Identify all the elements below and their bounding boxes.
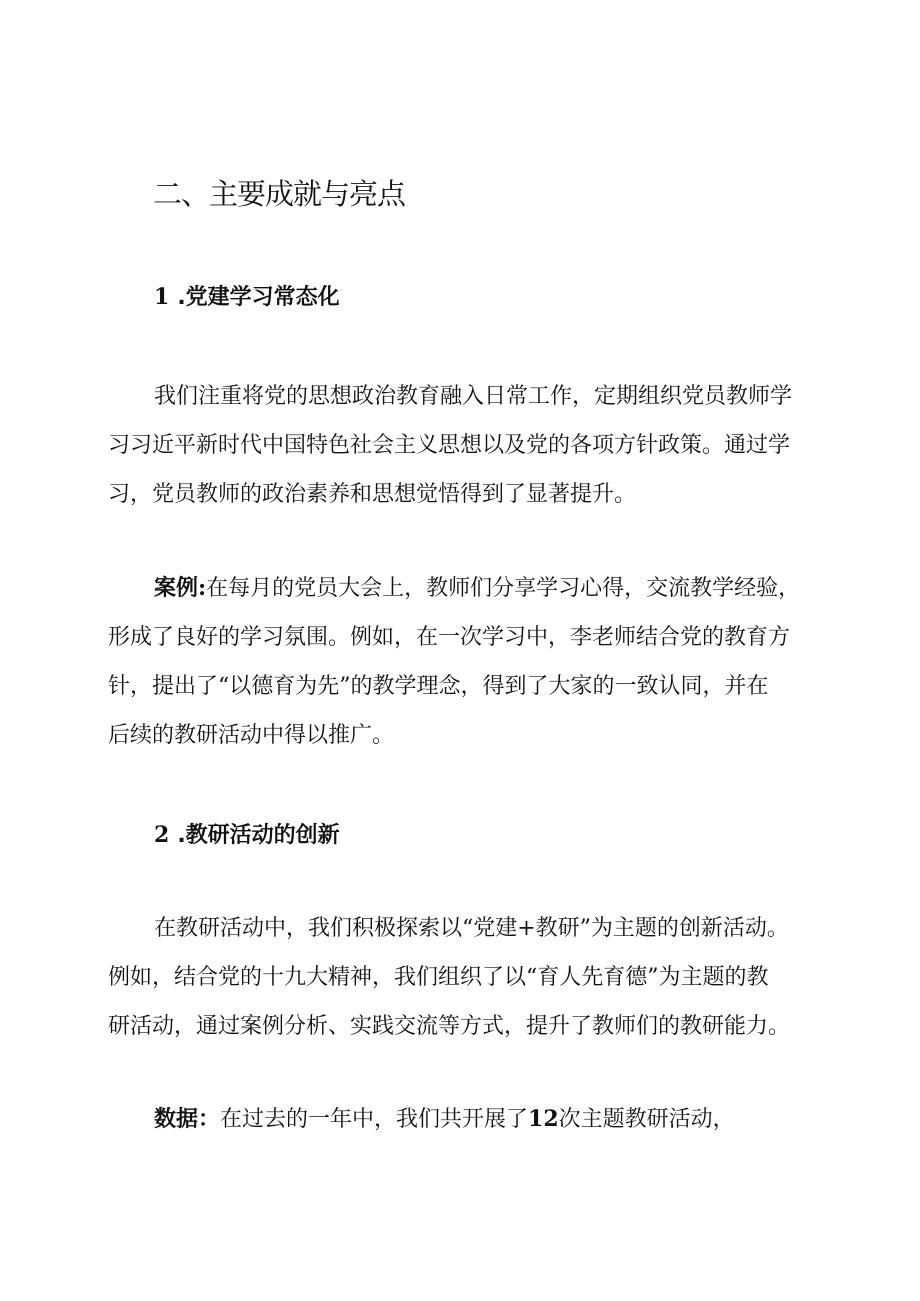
data-text-after: 次主题教研活动，	[558, 1107, 735, 1132]
case-line: 后续的教研活动中得以推广。	[108, 723, 395, 748]
item-1-paragraph	[108, 372, 828, 519]
case-line: 形成了良好的学习氛围。例如，在一次学习中，李老师结合党的教育方	[108, 625, 791, 650]
paragraph-line: 习，党员教师的政治素养和思想觉悟得到了显著提升。	[108, 482, 637, 507]
item-1-title: .党建学习常态化	[177, 285, 340, 310]
paragraph-line: 研活动，通过案例分析、实践交流等方式，提升了教师们的教研能力。	[108, 1014, 791, 1039]
data-count: 12	[528, 1106, 559, 1132]
section-title: 二、主要成就与亮点	[153, 177, 406, 211]
data-label: 数据：	[154, 1106, 221, 1132]
case-label: 案例	[154, 575, 199, 601]
paragraph-line: 习习近平新时代中国特色社会主义思想以及党的各项方针政策。通过学	[108, 433, 791, 458]
item-1-heading	[154, 282, 340, 313]
paragraph-line: 我们注重将党的思想政治教育融入日常工作，定期组织党员教师学	[154, 384, 793, 409]
item-2-heading	[154, 820, 340, 851]
case-text: 在每月的党员大会上，教师们分享学习心得，交流教学经验，	[206, 576, 801, 601]
item-2-paragraph	[108, 904, 828, 1051]
case-first-line	[108, 564, 828, 613]
item-1-number: 1	[154, 284, 170, 310]
item-2-title: .教研活动的创新	[177, 823, 340, 848]
case-separator: :	[198, 575, 207, 601]
item-2-number: 2	[154, 822, 170, 848]
data-line	[108, 1095, 828, 1144]
data-text-before: 在过去的一年中，我们共开展了	[220, 1107, 529, 1132]
paragraph-line: 例如，结合党的十九大精神，我们组织了以“育人先育德”为主题的教	[108, 965, 769, 990]
item-2-data	[108, 1095, 828, 1144]
case-line: 针，提出了“以德育为先”的教学理念，得到了大家的一致认同，并在	[108, 674, 769, 699]
paragraph-line: 在教研活动中，我们积极探索以“党建+教研”为主题的创新活动。	[154, 916, 789, 941]
item-1-case	[108, 564, 828, 760]
